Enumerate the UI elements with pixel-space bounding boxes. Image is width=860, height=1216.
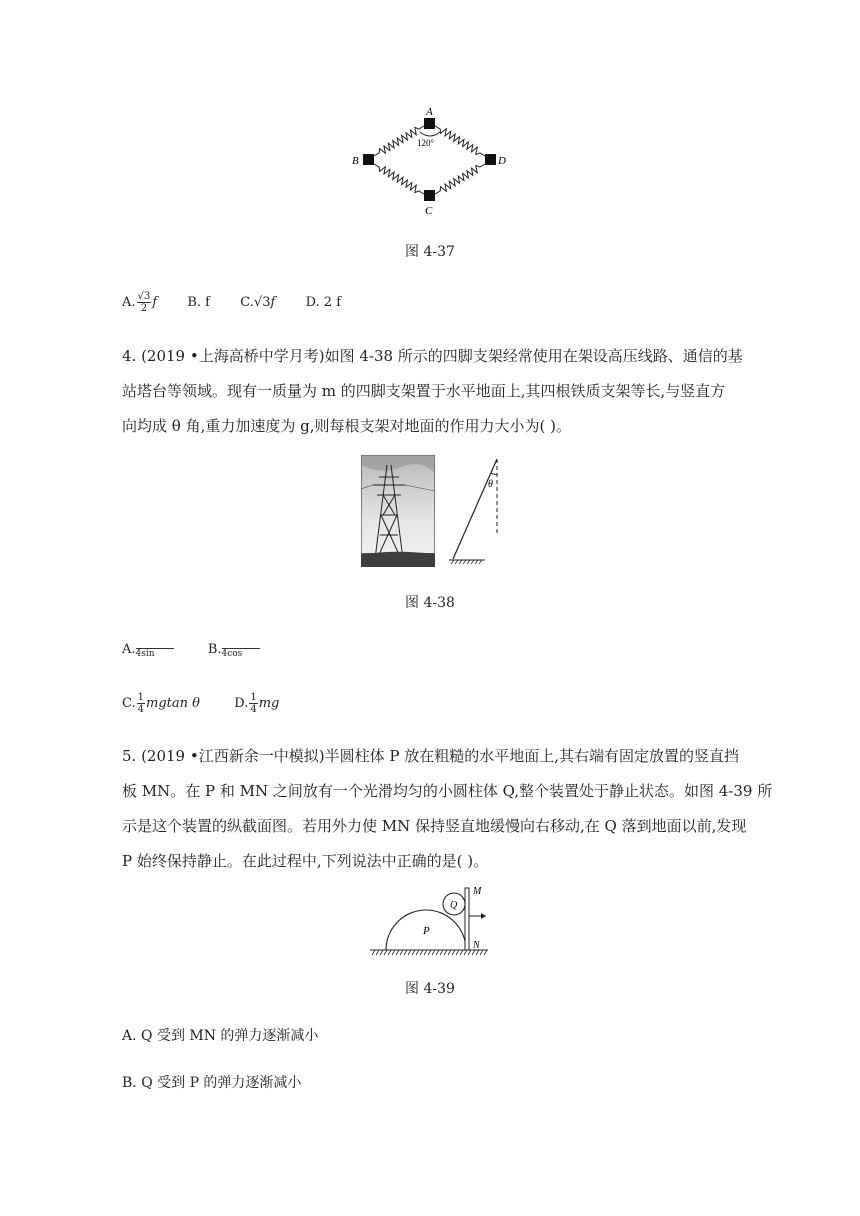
q3-option-b: B. f	[187, 295, 210, 310]
q5-option-b: B. Q 受到 P 的弹力逐渐减小	[122, 1075, 302, 1091]
label-d: D	[498, 155, 506, 167]
q4-options-ab	[122, 640, 260, 660]
figure-4-38-diagram	[445, 455, 505, 567]
label-p: P	[423, 925, 430, 937]
angle-arc	[420, 132, 440, 136]
label-n: N	[473, 940, 480, 951]
label-a: A	[426, 106, 433, 118]
q3-option-a: A. $\frac{√3}{2}$ f	[122, 291, 158, 314]
q4-options-cd	[122, 692, 279, 715]
label-m: M	[473, 886, 482, 897]
q4-line-2: 站塔台等领域。现有一质量为 m 的四脚支架置于水平地面上,其四根铁质支架等长,与竖直方	[122, 382, 726, 400]
figure-4-37	[340, 100, 520, 220]
label-c: C	[425, 205, 433, 217]
q5-line-4: P 始终保持静止。在此过程中,下列说法中正确的是( )。	[122, 852, 489, 870]
label-q: Q	[450, 900, 458, 911]
spring-bc	[374, 164, 424, 194]
ground-hatch	[451, 560, 482, 564]
theta-label: θ	[488, 479, 493, 490]
figure-caption-4-38: 图 4-38	[405, 595, 455, 611]
q5-option-a: A. Q 受到 MN 的弹力逐渐减小	[122, 1028, 319, 1044]
ground-hatch	[372, 950, 487, 955]
spring-ad	[435, 126, 485, 156]
q3-options	[122, 291, 341, 314]
q5-line-2: 板 MN。在 P 和 MN 之间放有一个光滑均匀的小圆柱体 Q,整个装置处于静止状态。如图 4-39 所	[122, 782, 773, 800]
q5-line-1: 5. (2019 •江西新余一中模拟)半圆柱体 P 放在粗糙的水平地面上,其右端有固定放置的竖直挡	[122, 747, 739, 765]
q4-option-a: A. 4sin	[122, 642, 174, 657]
q4-option-c: C. $\frac{1}{4}$ mgtan θ	[122, 692, 200, 715]
spring-dc	[435, 164, 485, 194]
figure-4-39	[368, 880, 492, 960]
block-a	[424, 118, 435, 129]
q5-line-3: 示是这个装置的纵截面图。若用外力使 MN 保持竖直地缓慢向右移动,在 Q 落到地面以前,发现	[122, 817, 747, 835]
block-b	[363, 154, 374, 165]
angle-label: 120°	[417, 138, 435, 148]
q4-line-3: 向均成 θ 角,重力加速度为 g,则每根支架对地面的作用力大小为( )。	[122, 417, 571, 435]
q4-option-d: D. $\frac{1}{4}$ mg	[234, 692, 280, 715]
figure-caption-4-37: 图 4-37	[405, 244, 455, 260]
arrow-head	[481, 913, 486, 919]
figure-4-38-photo	[361, 455, 435, 567]
q3-option-d: D. 2 f	[305, 295, 342, 310]
board-mn	[465, 888, 469, 950]
q4-option-b: B. 4cos	[208, 642, 260, 657]
figure-caption-4-39: 图 4-39	[405, 981, 455, 997]
block-d	[485, 154, 496, 165]
label-b: B	[352, 155, 359, 167]
theta-arc	[491, 473, 497, 474]
support-leg	[453, 459, 497, 559]
q3-option-c: C.√3f	[240, 295, 276, 310]
q4-line-1: 4. (2019 •上海高桥中学月考)如图 4-38 所示的四脚支架经常使用在架设高压线路、通信的基	[122, 347, 743, 365]
block-c	[424, 190, 435, 201]
